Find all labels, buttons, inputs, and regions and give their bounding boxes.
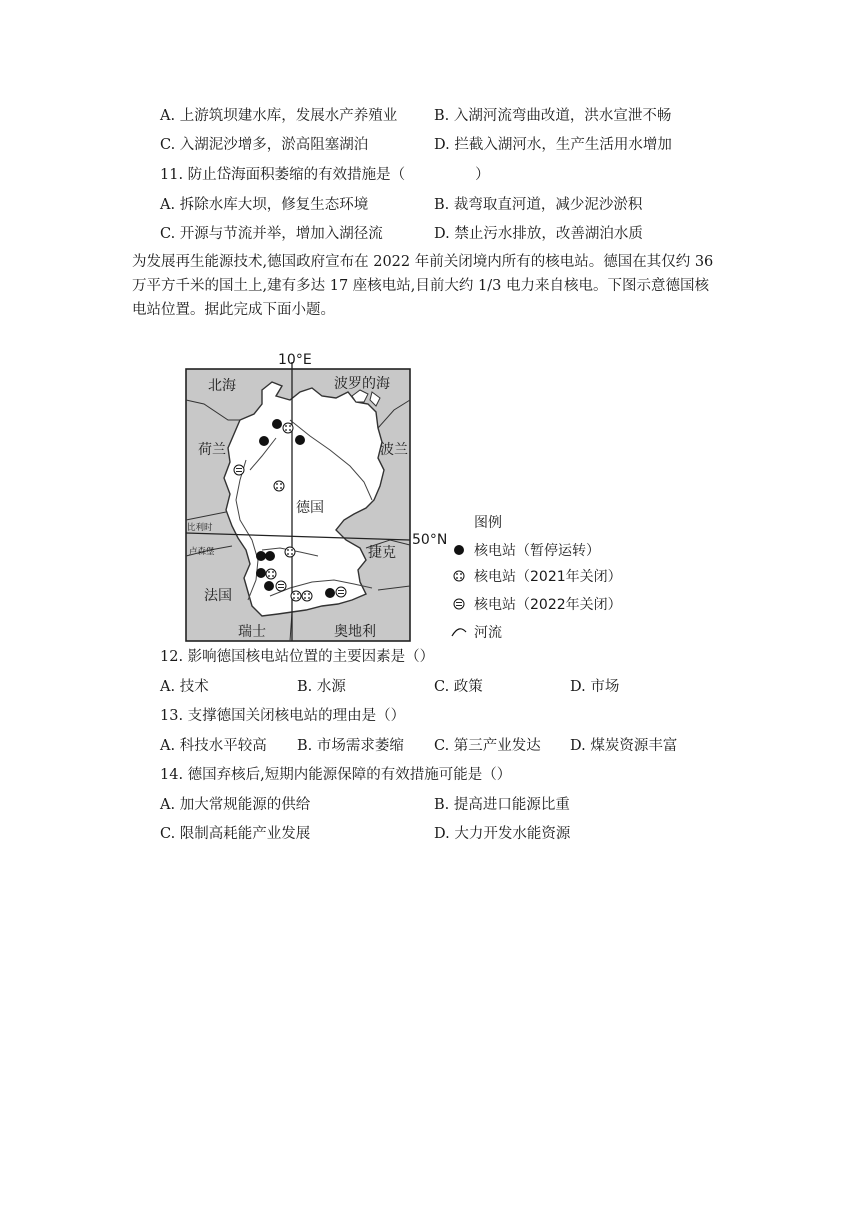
q10-option-d: D. 拦截入湖河水，生产生活用水增加	[434, 137, 672, 153]
q12-option-a: A. 技术	[160, 679, 209, 695]
parallel-label: 50°N	[412, 532, 448, 548]
legend-2021-icon	[454, 571, 464, 581]
plant-suspended	[272, 419, 282, 429]
label-belgium: 比利时	[187, 523, 213, 533]
label-baltic-sea: 波罗的海	[334, 376, 390, 392]
plant-suspended	[256, 568, 266, 578]
q14-option-d: D. 大力开发水能资源	[434, 826, 571, 842]
plant-closed-2022	[234, 465, 244, 475]
q11-option-c: C. 开源与节流并举，增加入湖径流	[160, 226, 383, 242]
plant-closed-2022	[336, 587, 346, 597]
label-germany: 德国	[296, 500, 324, 516]
label-austria: 奥地利	[334, 624, 376, 640]
plant-suspended	[259, 436, 269, 446]
q14-stem: 14. 德国弃核后,短期内能源保障的有效措施可能是（）	[160, 767, 512, 783]
q13-option-d: D. 煤炭资源丰富	[570, 738, 678, 754]
q13-option-a: A. 科技水平较高	[160, 738, 267, 754]
legend-river-icon	[452, 629, 466, 636]
q10-option-c: C. 入湖泥沙增多，淤高阻塞湖泊	[160, 137, 369, 153]
q11-stem-text: 11. 防止岱海面积萎缩的有效措施是（	[160, 167, 406, 183]
intro-line-1: 为发展再生能源技术,德国政府宣布在 2022 年前关闭境内所有的核电站。德国在其仅约 36	[132, 254, 714, 270]
legend-river: 河流	[474, 625, 502, 641]
q10-option-a: A. 上游筑坝建水库，发展水产养殖业	[160, 108, 398, 124]
plant-suspended	[264, 581, 274, 591]
q14-option-a: A. 加大常规能源的供给	[160, 797, 311, 813]
label-netherlands: 荷兰	[198, 442, 226, 458]
germany-outline	[224, 382, 384, 616]
legend-suspended: 核电站（暂停运转）	[474, 543, 600, 559]
q12-option-c: C. 政策	[434, 679, 483, 695]
label-luxembourg: 卢森堡	[189, 547, 215, 557]
label-czech: 捷克	[368, 545, 396, 561]
legend-closed-2022: 核电站（2022年关闭）	[474, 597, 622, 613]
q12-option-d: D. 市场	[570, 679, 620, 695]
q13-stem: 13. 支撑德国关闭核电站的理由是（）	[160, 708, 406, 724]
q13-option-c: C. 第三产业发达	[434, 738, 541, 754]
plant-suspended	[295, 435, 305, 445]
plant-closed-2021	[302, 591, 312, 601]
q11-option-d: D. 禁止污水排放，改善湖泊水质	[434, 226, 643, 242]
legend-title: 图例	[474, 515, 502, 531]
intro-line-3: 电站位置。据此完成下面小题。	[132, 302, 335, 318]
q11-option-a: A. 拆除水库大坝，修复生态环境	[160, 197, 369, 213]
q12-stem: 12. 影响德国核电站位置的主要因素是（）	[160, 649, 435, 665]
q14-option-c: C. 限制高耗能产业发展	[160, 826, 311, 842]
intro-line-2: 万平方千米的国土上,建有多达 17 座核电站,目前大约 1/3 电力来自核电。下图示意德国核	[132, 278, 709, 294]
plant-suspended	[325, 588, 335, 598]
q11-stem-close: ）	[475, 167, 490, 183]
plant-closed-2021	[266, 569, 276, 579]
plant-closed-2021	[291, 591, 301, 601]
label-switzerland: 瑞士	[238, 624, 266, 640]
meridian-label: 10°E	[278, 352, 312, 368]
plant-closed-2021	[274, 481, 284, 491]
q13-option-b: B. 市场需求萎缩	[297, 738, 404, 754]
plant-closed-2021	[285, 547, 295, 557]
legend-closed-2021: 核电站（2021年关闭）	[474, 569, 622, 585]
q14-option-b: B. 提高进口能源比重	[434, 797, 570, 813]
plant-suspended	[265, 551, 275, 561]
label-poland: 波兰	[380, 442, 408, 458]
q12-option-b: B. 水源	[297, 679, 346, 695]
legend-suspended-icon	[454, 545, 464, 555]
map-legend	[452, 515, 622, 641]
legend-2022-icon	[454, 599, 464, 609]
label-north-sea: 北海	[208, 378, 236, 394]
q11-option-b: B. 裁弯取直河道，减少泥沙淤积	[434, 197, 643, 213]
plant-suspended	[256, 551, 266, 561]
label-france: 法国	[204, 588, 232, 604]
plant-closed-2021	[283, 423, 293, 433]
q10-option-b: B. 入湖河流弯曲改道，洪水宣泄不畅	[434, 108, 672, 124]
plant-closed-2022	[276, 581, 286, 591]
